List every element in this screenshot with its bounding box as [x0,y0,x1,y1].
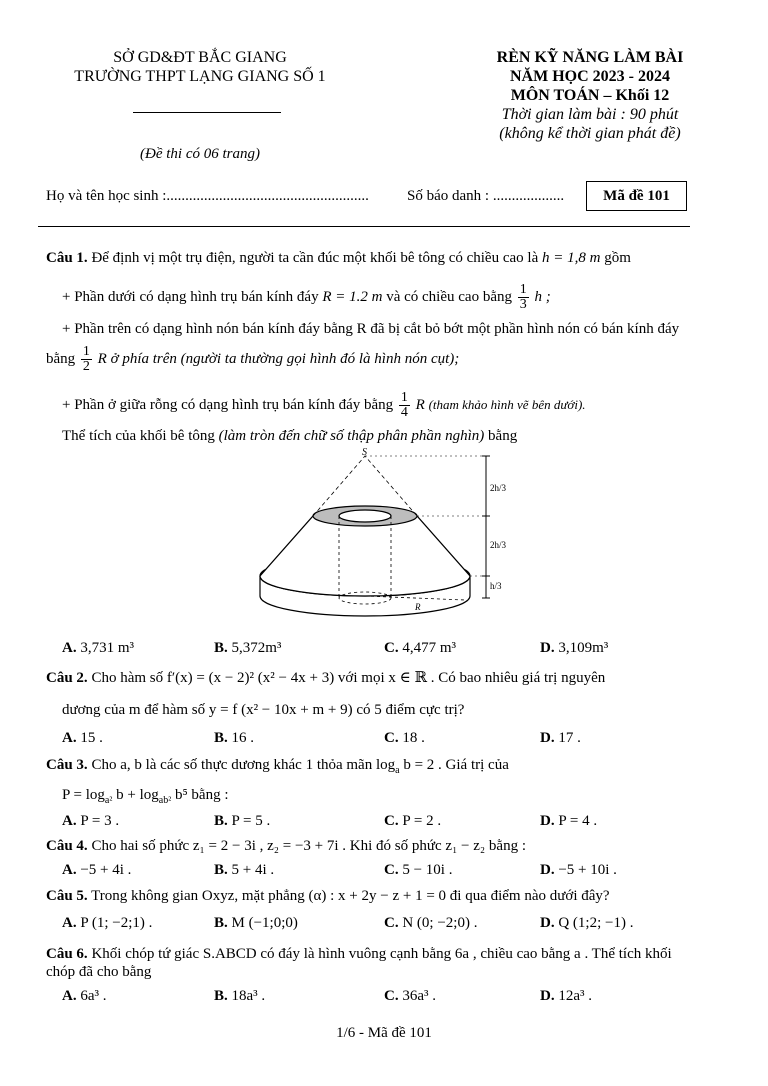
department: SỞ GD&ĐT BẮC GIANG [113,49,287,66]
student-name-label: Họ và tên học sinh :...................................................... [46,188,369,204]
q1-line4-c: (người ta thường gọi hình đó là hình nón cụt); [180,350,460,367]
answer-text: M (−1;0;0) [231,915,298,931]
answer-label: D. [540,730,555,746]
q3-text1: Cho a, b là các số thực dương khác 1 thỏa mãn log [91,757,396,773]
q3-label: Câu 3. [46,757,88,773]
q1-line6-b: (làm tròn đến chữ số thập phân phần nghìn) [218,428,485,444]
q1-line6-c: bằng [488,428,518,444]
answer-label: C. [384,915,399,931]
q2-answer-a[interactable] [62,730,103,747]
answer-label: A. [62,640,77,656]
answer-text: 5 − 10i . [402,862,453,878]
q1-figure [250,448,520,630]
q1-line5 [62,391,762,420]
q2-answer-b[interactable] [214,730,254,747]
answer-label: A. [62,730,77,746]
exam-time-note: (không kể thời gian phát đề) [499,125,681,142]
q4-answer-d[interactable] [540,862,617,879]
frac-den: 3 [519,297,527,312]
radius-label: R [415,602,421,612]
q3-answer-b[interactable] [214,813,270,830]
answer-text: 18a³ . [231,988,266,1004]
answer-text: 36a³ . [402,988,436,1004]
answer-label: C. [384,988,399,1004]
q1-line2 [62,283,742,312]
q1-answer-a[interactable] [62,640,134,657]
answer-text: P = 4 . [558,813,598,829]
school-name: TRƯỜNG THPT LẠNG GIANG SỐ 1 [74,68,326,85]
frac-den: 2 [82,359,90,374]
q2-label: Câu 2. [46,670,88,686]
answer-label: D. [540,813,555,829]
q1-line2-R: R = 1.2 m [322,288,383,305]
answer-label: B. [214,813,228,829]
q1-answers [62,640,762,660]
answer-label: A. [62,862,77,878]
answer-text: −5 + 4i . [80,862,132,878]
q5-line1 [46,886,746,906]
q3-answer-a[interactable] [62,813,119,830]
q3-answer-c[interactable] [384,813,441,830]
q2-line2: dương của m để hàm số y = f (x² − 10x + m + 9) có 5 điểm cực trị? [62,702,465,718]
answer-label: A. [62,813,77,829]
cone-front [260,516,470,596]
q6-answer-d[interactable] [540,988,592,1005]
q6-text1: Khối chóp tứ giác S.ABCD có đáy là hình vuông cạnh bằng 6a , chiều cao bằng a . Thể tích khối [91,946,672,962]
answer-text: 4,477 m³ [402,640,457,656]
q1-tail: gồm [604,250,631,266]
q5-answer-b[interactable] [214,915,298,932]
q1-answer-c[interactable] [384,640,456,657]
q5-text: Trong không gian Oxyz, mặt phẳng (α) : x + 2y − z + 1 = 0 đi qua điểm nào dưới đây? [91,888,610,904]
q5-answers [62,915,762,935]
q1-line4-a: bằng [46,350,76,367]
q1-frac-1-2 [81,345,92,374]
q2-answers [62,730,762,750]
q4-answer-c[interactable] [384,862,452,879]
q3-answer-d[interactable] [540,813,597,830]
q1-line3: + Phần trên có dạng hình nón bán kính đáy bằng R đã bị cắt bỏ bớt một phần hình nón có bán kính đáy [62,321,680,337]
answer-text: 16 . [231,730,255,746]
school-year: NĂM HỌC 2023 - 2024 [510,68,670,85]
q4-answer-a[interactable] [62,862,131,879]
answer-text: 18 . [402,730,425,746]
q3-answers [62,813,762,833]
frac-den: 4 [400,405,408,420]
dim-label-1: 2h/3 [490,483,507,493]
q1-label: Câu 1. [46,250,88,266]
answer-text: 3,731 m³ [80,640,135,656]
q4-answers [62,862,762,882]
header-left [40,48,360,86]
q1-line2-c: h ; [534,288,551,305]
exam-code-box: Mã đề 101 [586,181,687,211]
q1-h-expr: h = 1,8 m [541,250,601,266]
q6-line1 [46,944,746,964]
q6-answer-b[interactable] [214,988,265,1005]
pages-note: (Đề thi có 06 trang) [140,146,260,162]
answer-text: P = 5 . [231,813,271,829]
q2-line1 [46,668,746,688]
answer-text: 3,109m³ [558,640,609,656]
answer-label: D. [540,862,555,878]
q3-text1-tail: b = 2 . Giá trị của [399,757,509,773]
q2-text1: Cho hàm số f′(x) = (x − 2)² (x² − 4x + 3) với mọi x ∈ ℝ . Có bao nhiêu giá trị nguyên [91,670,606,686]
answer-label: B. [214,730,228,746]
q1-text: Để định vị một trụ điện, người ta cần đúc một khối bê tông có chiều cao là [91,250,539,266]
answer-text: N (0; −2;0) . [402,915,478,931]
q5-label: Câu 5. [46,888,88,904]
header-right [440,48,740,143]
answer-text: 17 . [558,730,581,746]
exam-time: Thời gian làm bài : 90 phút [501,106,679,123]
answer-text: −5 + 10i . [558,862,617,878]
q3-text2-mid: b + log [112,787,159,803]
q6-answer-c[interactable] [384,988,436,1005]
dim-label-3: h/3 [490,581,502,591]
q2-answer-d[interactable] [540,730,581,747]
answer-text: 12a³ . [558,988,592,1004]
q1-line6 [62,426,762,446]
q6-answers [62,988,762,1008]
q2-answer-c[interactable] [384,730,425,747]
hollow-top [339,510,391,522]
q3-line2 [62,785,762,811]
q3-line1 [46,755,746,781]
frac-num: 1 [82,344,90,359]
answer-text: 15 . [80,730,103,746]
answer-label: B. [214,915,228,931]
q3-log-base: a [395,765,400,776]
q4-label: Câu 4. [46,838,88,854]
exam-title: RÈN KỸ NĂNG LÀM BÀI [496,49,684,66]
q1-answer-b[interactable] [214,640,281,657]
q1-line6-a: Thể tích của khối bê tông [62,428,215,444]
q3-text2: P = log [62,787,105,803]
q1-frac-1-4 [399,391,410,420]
dim-label-2: 2h/3 [490,540,507,550]
q5-answer-c[interactable] [384,915,477,932]
answer-label: D. [540,915,555,931]
q1-frac-1-3 [518,283,529,312]
student-id-label: Số báo danh : ................... [407,188,565,204]
q6-line2: chóp đã cho bằng [46,964,152,980]
q5-answer-a[interactable] [62,915,152,932]
q5-answer-d[interactable] [540,915,633,932]
answer-text: P = 3 . [80,813,120,829]
answer-label: B. [214,640,228,656]
q1-line4 [46,345,746,374]
answer-label: C. [384,640,399,656]
q4-line1 [46,836,746,856]
frac-num: 1 [400,390,408,405]
q3-text2-tail: b⁵ bằng : [171,787,229,803]
header-bottom-rule [38,226,690,227]
answer-label: C. [384,862,399,878]
answer-text: 5 + 4i . [231,862,275,878]
answer-label: A. [62,915,77,931]
page-footer: 1/6 - Mã đề 101 [336,1025,432,1041]
answer-text: 5,372m³ [231,640,282,656]
header-divider [133,112,281,113]
answer-text: P = 2 . [402,813,442,829]
answer-label: C. [384,730,399,746]
answer-label: D. [540,988,555,1004]
answer-text: P (1; −2;1) . [80,915,153,931]
q1-line2-a: + Phần dưới có dạng hình trụ bán kính đáy [62,288,319,305]
q3-log-base-1: a² [104,795,113,806]
q1-line5-b: R [415,396,425,413]
answer-label: A. [62,988,77,1004]
q1-answer-d[interactable] [540,640,608,657]
subject: MÔN TOÁN – Khối 12 [510,87,670,104]
answer-label: B. [214,988,228,1004]
q6-answer-a[interactable] [62,988,107,1005]
apex-label: S [362,448,367,458]
answer-text: Q (1;2; −1) . [558,915,634,931]
answer-label: C. [384,813,399,829]
answer-text: 6a³ . [80,988,107,1004]
q6-label: Câu 6. [46,946,88,962]
q1-line5-a: + Phần ở giữa rỗng có dạng hình trụ bán kính đáy bằng [62,396,394,413]
q1-line4-b: R ở phía trên [97,350,177,367]
q1-line5-c: (tham khảo hình vẽ bên dưới). [428,396,586,412]
q3-log-base-2: ab² [158,795,172,806]
q1-line1 [46,248,746,268]
q4-answer-b[interactable] [214,862,274,879]
answer-label: D. [540,640,555,656]
q4-text: Cho hai số phức z₁ = 2 − 3i , z₂ = −3 + 7i . Khi đó số phức z₁ − z₂ bằng : [91,838,526,854]
frac-num: 1 [519,282,527,297]
answer-label: B. [214,862,228,878]
q1-line2-b: và có chiều cao bằng [386,288,512,305]
